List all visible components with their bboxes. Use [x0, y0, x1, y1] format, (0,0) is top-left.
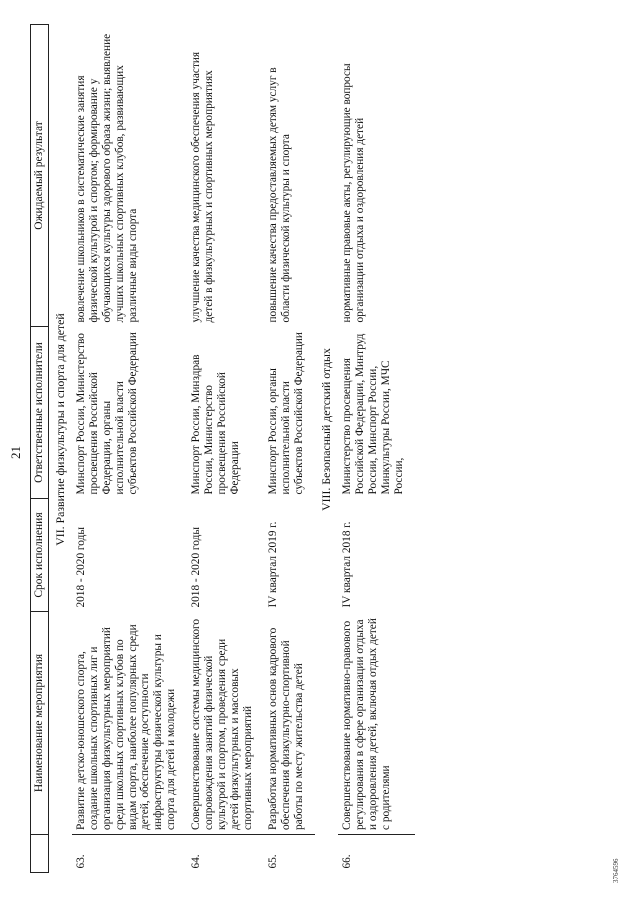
row-name: Разработка нормативных основ кадрового обеспечения физкультурно-спортивной работы по месту жительства детей — [264, 612, 315, 835]
table-row — [338, 25, 415, 873]
header-num — [31, 835, 49, 873]
row-term: IV квартал 2019 г. — [267, 521, 280, 608]
section-heading-row — [49, 25, 72, 873]
row-term: 2018 - 2020 годы — [74, 527, 87, 608]
row-result: повышение качества предоставляемых детям услуг в области физической культуры и спорта — [267, 67, 293, 323]
row-result: нормативные правовые акты, регулирующие вопросы организации отдыха и оздоровления детей — [340, 63, 366, 323]
table-row — [264, 25, 315, 873]
row-term: IV квартал 2018 г. — [340, 521, 353, 608]
section-title: VII. Развитие физкультуры и спорта для детей — [53, 313, 67, 546]
section-title: VIII. Безопасный детский отдых — [319, 348, 334, 511]
measures-table — [30, 24, 415, 873]
row-result: улучшение качества медицинского обеспечения участия детей в физкультурных и спортивных мероприятиях — [190, 51, 216, 323]
table-header-row — [31, 25, 49, 873]
row-executors: Минспорт России, Министерство просвещения Российской Федерации, органы исполнительной власти субъектов Российской Федерации — [74, 332, 139, 495]
table-row — [187, 25, 264, 873]
header-name: Наименование мероприятия — [31, 612, 49, 835]
row-term: 2018 - 2020 годы — [190, 527, 203, 608]
section-heading-row — [315, 25, 338, 873]
header-term: Срок исполнения — [31, 499, 49, 612]
header-executors: Ответственные исполнители — [31, 327, 49, 499]
row-name: Совершенствование нормативно-правового регулирования в сфере организации отдыха и оздоровления детей, включая отдых детей с родителями — [338, 612, 415, 835]
row-number: 65. — [267, 854, 280, 869]
row-name: Развитие детско-юношеского спорта, создание школьных спортивных лиг и организация физкультурных мероприятий среди школьных спортивных клубов по видам спорта, наиболее популярных среди детей, обеспечение доступности инфраструктуры физической культуры и спорта для детей и молодежи — [72, 612, 188, 835]
page-number: 21 — [8, 446, 23, 459]
row-executors: Министерство просвещения Российской Федерации, Минтруд России, Минспорт России, Минкультуры России, МЧС России, — [340, 333, 405, 495]
row-name: Совершенствование системы медицинского сопровождения занятий физической культурой и спортом, проведения среди детей физкультурных и массовых спортивных мероприятий — [187, 612, 264, 835]
row-number: 66. — [340, 854, 353, 869]
row-result: вовлечение школьников в систематические занятия физической культурой и спортом; формирование у обучающихся культуры здорового образа жизни; выявление лучших школьных спортивных клубов, развивающих различные виды спорта — [74, 33, 139, 323]
row-number: 64. — [190, 854, 203, 869]
header-result: Ожидаемый результат — [31, 25, 49, 327]
table-row — [72, 25, 188, 873]
row-executors: Минспорт России, органы исполнительной власти субъектов Российской Федерации — [267, 332, 306, 495]
row-number: 63. — [74, 854, 87, 869]
row-executors: Минспорт России, Минздрав России, Министерство просвещения Российской Федерации — [190, 354, 242, 495]
document-code: 3764596 — [612, 858, 620, 883]
